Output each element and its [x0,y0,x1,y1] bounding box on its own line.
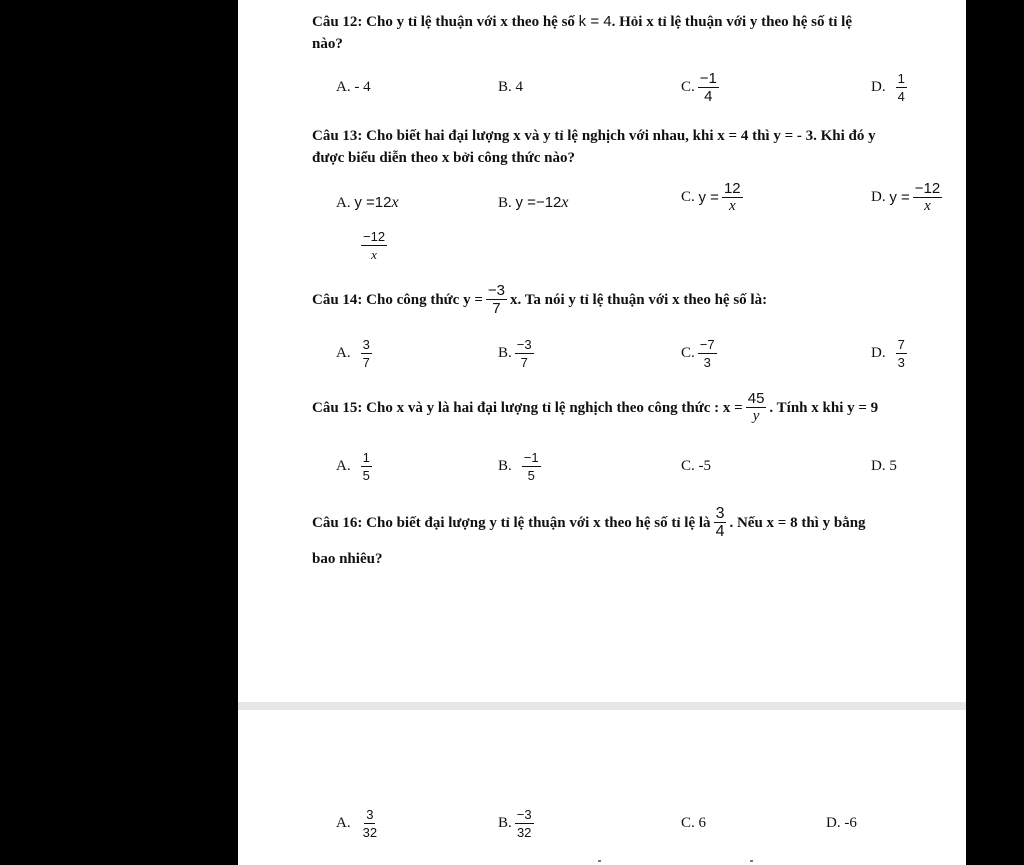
fraction-denominator: 32 [362,825,378,840]
fraction-denominator: 5 [527,468,535,483]
fraction-denominator: x [924,198,931,214]
page-divider [238,702,966,710]
q16-option-c-label: C. 6 [681,815,707,831]
expr-variable: x [391,194,399,211]
question-12-line-2: nào? [312,36,343,52]
q12-option-d[interactable] [871,70,910,105]
q13-option-a-prefix: A. [336,194,351,211]
q12-option-b[interactable] [498,79,523,96]
q12-option-a-label: A. - 4 [336,79,371,95]
q14-option-c-fraction [698,336,717,371]
q16-option-c[interactable] [681,815,706,832]
q15-option-b[interactable] [498,449,544,484]
fraction-denominator: 4 [715,523,725,540]
q12-option-b-label: B. 4 [498,79,524,95]
q13-option-d[interactable] [871,180,945,215]
fraction-numerator: −3 [516,337,532,352]
fraction-denominator: 3 [897,355,905,370]
question-14-line-1 [312,282,767,317]
question-15-text-end: . Tính x khi y = 9 [769,399,879,416]
q13-option-c-lhs: y = [698,189,719,206]
q14-option-b-prefix: B. [498,345,512,361]
q14-option-c-prefix: C. [681,345,695,361]
question-16-fraction [714,505,727,540]
q12-option-d-fraction [896,70,907,105]
question-16-line-2: bao nhiêu? [312,551,383,567]
q13-option-a-expr [354,194,398,212]
fraction-numerator: −1 [523,450,539,465]
q14-option-b[interactable] [498,336,537,371]
fraction-numerator: 12 [723,180,741,197]
fraction-denominator: x [728,198,736,214]
q13-option-c-fraction [722,180,743,215]
q13-stray-fraction [358,228,390,263]
fraction-denominator: 32 [516,825,532,840]
question-12-k-expr: k = 4 [578,13,612,30]
question-14-text: Câu 14: Cho công thức y = [312,291,483,308]
q14-option-d-prefix: D. [871,345,886,361]
fraction-denominator: 7 [492,300,501,317]
q15-option-a[interactable] [336,449,375,484]
question-15-fraction [746,390,767,425]
q12-option-c[interactable] [681,70,722,105]
q15-option-c[interactable] [681,458,711,475]
fraction-denominator: 5 [362,468,370,483]
fraction-denominator: 4 [704,88,713,105]
q15-option-a-prefix: A. [336,458,351,474]
q14-option-a-fraction [361,336,372,371]
fraction-numerator: 1 [897,71,905,86]
q14-option-d-fraction [896,336,907,371]
fraction-denominator: 7 [520,355,528,370]
fraction-denominator: y [752,408,760,424]
fraction-numerator: 45 [747,390,765,407]
question-15-line-1 [312,390,878,425]
question-14-text-end: x. Ta nói y tỉ lệ thuận với x theo hệ số là: [510,291,768,308]
q13-option-c-prefix: C. [681,189,695,205]
fraction-denominator: x [371,247,377,262]
fraction-numerator: −12 [363,229,386,244]
q12-option-a[interactable] [336,79,371,96]
q16-option-b-prefix: B. [498,815,512,831]
question-12-text: Câu 12: Cho y tỉ lệ thuận với x theo hệ số [312,14,575,30]
q16-option-a-prefix: A. [336,815,351,831]
q12-option-d-prefix: D. [871,79,886,95]
question-12-text-end: . Hỏi x tỉ lệ thuận với y theo hệ số tỉ lệ [611,14,852,30]
stray-fraction [361,228,387,263]
q13-option-d-prefix: D. [871,189,886,205]
q15-option-b-prefix: B. [498,458,512,474]
fraction-denominator: 4 [897,89,905,104]
fraction-numerator: −3 [487,282,505,299]
q15-option-a-fraction [361,449,372,484]
document-page [238,0,966,865]
q13-option-b-prefix: B. [498,194,512,211]
q13-option-b-expr [516,194,569,212]
q13-option-a[interactable] [336,194,399,212]
fraction-numerator: −3 [516,807,532,822]
q12-option-c-prefix: C. [681,79,695,95]
q15-option-d[interactable] [871,458,897,475]
q14-option-d[interactable] [871,336,910,371]
scan-artifact-dot [750,860,753,862]
q14-option-a[interactable] [336,336,375,371]
scan-artifact-dot [598,860,601,862]
question-16-text: Câu 16: Cho biết đại lượng y tỉ lệ thuận với x theo hệ số tỉ lệ là [312,514,711,531]
q12-option-c-fraction [698,70,719,105]
q13-option-c[interactable] [681,180,746,215]
fraction-numerator: 3 [366,807,374,822]
q14-option-a-prefix: A. [336,345,351,361]
fraction-numerator: 7 [897,337,905,352]
q13-option-d-fraction [913,180,942,215]
q15-option-c-label: C. -5 [681,458,711,474]
q16-option-b-fraction [515,806,534,841]
question-16-text-end: . Nếu x = 8 thì y bằng [729,514,866,531]
question-16-line-1 [312,505,866,540]
fraction-numerator: 3 [362,337,370,352]
q16-option-b[interactable] [498,806,537,841]
fraction-numerator: −7 [699,337,715,352]
question-14-fraction [486,282,507,317]
expr-text: y =12 [354,194,392,211]
question-15-text: Câu 15: Cho x và y là hai đại lượng tỉ lệ nghịch theo công thức : x = [312,399,743,416]
q16-option-d[interactable] [826,815,857,832]
fraction-denominator: 3 [703,355,711,370]
q13-option-d-lhs: y = [889,189,910,206]
fraction-denominator: 7 [362,355,370,370]
q16-option-a[interactable] [336,806,382,841]
fraction-numerator: 1 [362,450,370,465]
expr-variable: x [561,194,569,211]
question-13-line-2: được biểu diễn theo x bởi công thức nào? [312,150,575,166]
q14-option-c[interactable] [681,336,720,371]
q13-option-b[interactable] [498,194,569,212]
question-13-line-1: Câu 13: Cho biết hai đại lượng x và y tỉ lệ nghịch với nhau, khi x = 4 thì y = - 3. Khi đó y [312,128,876,144]
q14-option-b-fraction [515,336,534,371]
question-12-line-1 [312,11,852,33]
fraction-numerator: 3 [715,505,725,522]
fraction-numerator: −1 [699,70,717,87]
q15-option-d-label: D. 5 [871,458,897,474]
expr-text: y =−12 [515,194,562,211]
q16-option-d-label: D. -6 [826,815,857,831]
q15-option-b-fraction [522,449,541,484]
fraction-numerator: −12 [914,180,941,197]
q16-option-a-fraction [361,806,379,841]
